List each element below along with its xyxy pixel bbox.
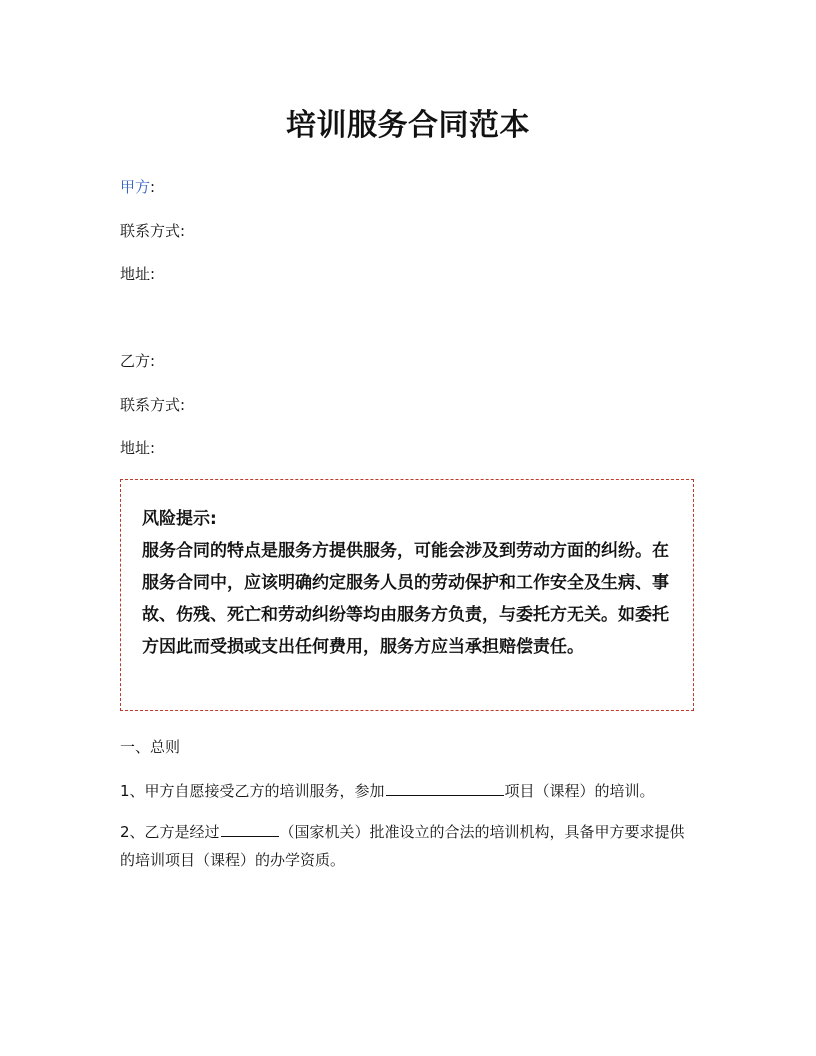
party-b-contact-label: 联系方式:	[120, 396, 186, 414]
clause-2	[120, 818, 694, 874]
clause-2-blank-field[interactable]	[221, 820, 279, 837]
clause-1-text-end: 项目（课程）的培训。	[504, 782, 655, 800]
clause-1-text-start: 1、甲方自愿接受乙方的培训服务，参加	[120, 782, 385, 800]
risk-notice-body: 服务合同的特点是服务方提供服务，可能会涉及到劳动方面的纠纷。在服务合同中，应该明确约定服务人员的劳动保护和工作安全及生病、事故、伤残、死亡和劳动纠纷等均由服务方负责，与委托方无关。如委托方因此而受损或支出任何费用，服务方应当承担赔偿责任。	[142, 541, 669, 657]
party-a-contact-label: 联系方式:	[120, 222, 186, 240]
party-a-colon: :	[150, 178, 156, 196]
clause-2-text-start: 2、乙方是经过	[120, 823, 220, 841]
risk-notice-title: 风险提示:	[142, 509, 217, 529]
clause-1-blank-field[interactable]	[386, 779, 504, 796]
section-general-heading: 一、总则	[120, 738, 181, 756]
clause-1	[120, 779, 655, 802]
party-a-line	[120, 176, 155, 198]
risk-notice-box	[120, 479, 694, 711]
party-b-address-label: 地址:	[120, 439, 156, 457]
document-title: 培训服务合同范本	[286, 108, 530, 143]
party-a-address-label: 地址:	[120, 265, 156, 283]
clause-2-text-end: （国家机关）批准设立的合法的培训机构，具备甲方要求提供的培训项目（课程）的办学资质。	[120, 823, 685, 869]
party-b-label: 乙方:	[120, 352, 156, 370]
party-a-label[interactable]: 甲方	[120, 178, 151, 196]
